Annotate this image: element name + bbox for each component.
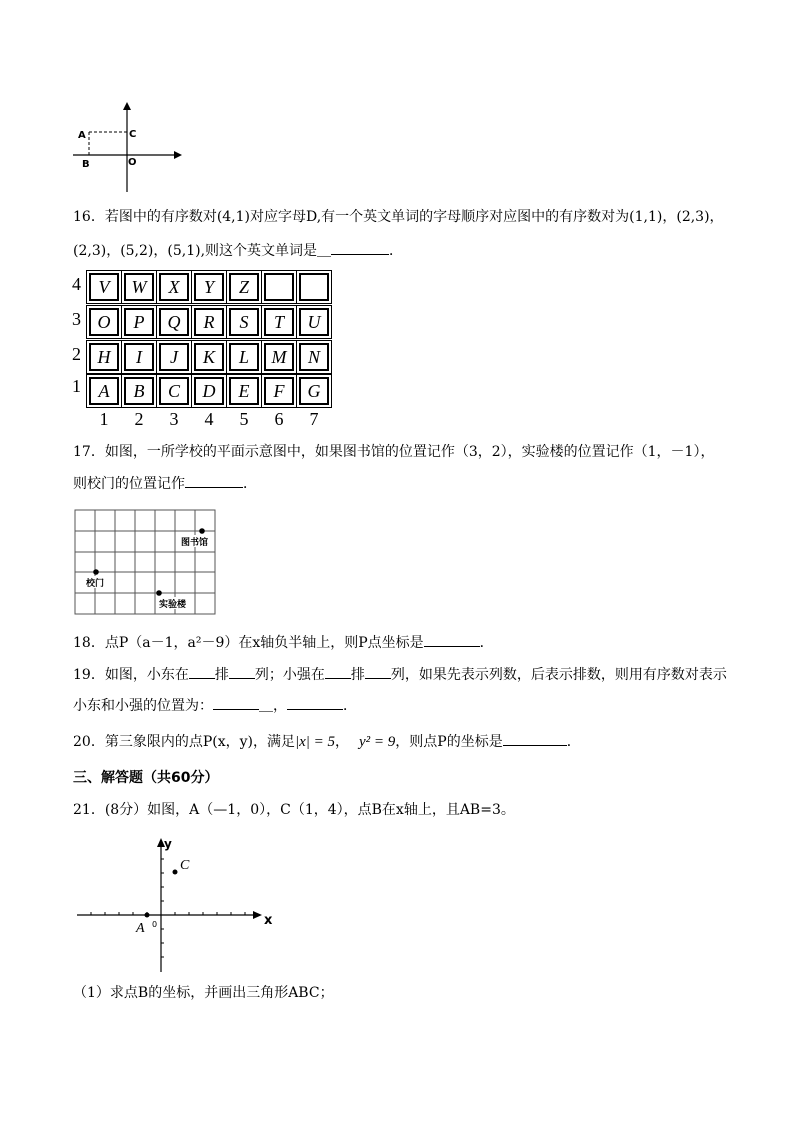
q20-line [73,731,581,752]
q17-line1: 17．如图，一所学校的平面示意图中，如果图书馆的位置记作（3，2），实验楼的位置记作（1，－1）， [73,444,715,460]
column-number: 7 [309,409,319,429]
q17-line2-end: ． [243,476,257,492]
grid-cell: A [89,377,119,405]
q20-p1: 20．第三象限内的点P(x，y)，满足 [73,734,295,750]
lab-point [156,590,162,596]
q17-answer-blank[interactable] [185,473,243,488]
library-label: 图书馆 [181,538,209,548]
gate-point [93,569,99,575]
q17-line2 [73,473,257,494]
grid-cell: R [194,308,224,336]
column-number: 4 [204,409,214,429]
q18-text: 18．点P（a－1，a²－9）在x轴负半轴上，则P点坐标是 [73,635,424,651]
grid-cell: U [299,308,329,336]
q16-line1: 16．若图中的有序数对(4,1)对应字母D,有一个英文单词的字母顺序对应图中的有序数对为(1,1)，(2,3)， [73,209,724,225]
grid-cell: G [299,377,329,405]
q19-line1 [73,664,727,685]
fig15-label-c: C [129,129,137,140]
q19-p1: 19．如图，小东在 [73,667,189,683]
grid-cell: K [194,343,224,371]
grid-cell: Y [194,273,224,301]
column-number: 1 [99,409,109,429]
point-c-label: C [180,858,190,873]
q19-p4: 排 [350,667,365,683]
fig15-label-a: A [78,130,86,141]
point-a-label: A [136,921,145,936]
school-map-grid [72,508,222,616]
grid-cell: Z [229,273,259,301]
grid-cell: B [124,377,154,405]
grid-cell: S [229,308,259,336]
q16-answer-blank[interactable] [331,240,389,255]
grid-cell: F [264,377,294,405]
q19-blank-row2[interactable] [325,664,351,679]
q16-line2-end: ． [389,243,404,259]
grid-cell: D [194,377,224,405]
grid-cell: E [229,377,259,405]
q20-comma: ， [335,734,349,750]
grid-cell: L [229,343,259,371]
q18-end: ． [479,635,494,651]
q20-abs-expr: |x| = 5 [294,734,335,750]
grid-cell: T [264,308,294,336]
grid-cell: V [89,273,119,301]
q21-sub1: （1）求点B的坐标，并画出三角形ABC； [73,985,334,1001]
grid-cell: W [124,273,154,301]
q20-p2: ，则点P的坐标是 [395,734,503,750]
column-number: 5 [239,409,249,429]
row-number: 1 [72,376,81,396]
lab-label: 实验楼 [159,600,187,610]
q19-sep: ＿， [259,698,287,714]
grid-cell: O [89,308,119,336]
q16-line2 [73,240,403,261]
q19-end: ． [343,698,357,714]
q18-answer-blank[interactable] [424,632,480,647]
fig15-coordinate-sketch [68,100,188,195]
q19-p5: 列，如果先表示列数，后表示排数，则用有序数对表示 [390,667,727,683]
point-c [173,870,178,875]
q19-blank-col1[interactable] [229,664,255,679]
grid-cell: M [264,343,294,371]
q19-blank-row1[interactable] [189,664,215,679]
column-number: 3 [169,409,179,429]
row-number: 2 [72,344,81,364]
section-3-title: 三、解答题（共60分） [73,770,219,786]
point-a [145,913,150,918]
q19-blank-col2[interactable] [365,664,391,679]
q19-blank-xiaodong[interactable] [213,695,259,710]
q16-line2-text: (2,3)，(5,2)，(5,1),则这个英文单词是＿ [73,243,332,259]
q20-end: ． [566,734,581,750]
q18-line [73,632,494,653]
row-number: 4 [72,274,81,294]
fig15-label-b: B [82,159,90,170]
fig15-label-o: O [128,157,137,168]
library-point [199,528,205,534]
gate-label: 校门 [86,579,105,589]
q19-blank-xiaoqiang[interactable] [287,695,343,710]
grid-cell [299,273,329,301]
column-number: 6 [274,409,284,429]
grid-cell: J [159,343,189,371]
q19-p2: 排 [214,667,229,683]
grid-cell: N [299,343,329,371]
q21-text: 21．(8分）如图，A（—1，0），C（1，4），点B在x轴上，且AB=3。 [73,802,515,818]
x-axis-label: x [264,913,273,928]
grid-cell: I [124,343,154,371]
grid-cell: X [159,273,189,301]
q20-sq-expr: y² = 9 [359,734,396,750]
fig21-coordinate-plane [72,832,282,977]
grid-cell [264,273,294,301]
q19-p3: 列；小强在 [254,667,325,683]
y-axis-label: y [164,837,172,851]
q19-line2-text: 小东和小强的位置为： [73,698,213,714]
q17-line2-text: 则校门的位置记作 [73,476,185,492]
q20-answer-blank[interactable] [503,731,567,746]
q19-line2 [73,695,357,716]
grid-cell: C [159,377,189,405]
grid-cell: H [89,343,119,371]
column-number: 2 [134,409,144,429]
origin-label: 0 [152,920,158,929]
grid-cell: Q [159,308,189,336]
row-number: 3 [72,309,81,329]
grid-cell: P [124,308,154,336]
